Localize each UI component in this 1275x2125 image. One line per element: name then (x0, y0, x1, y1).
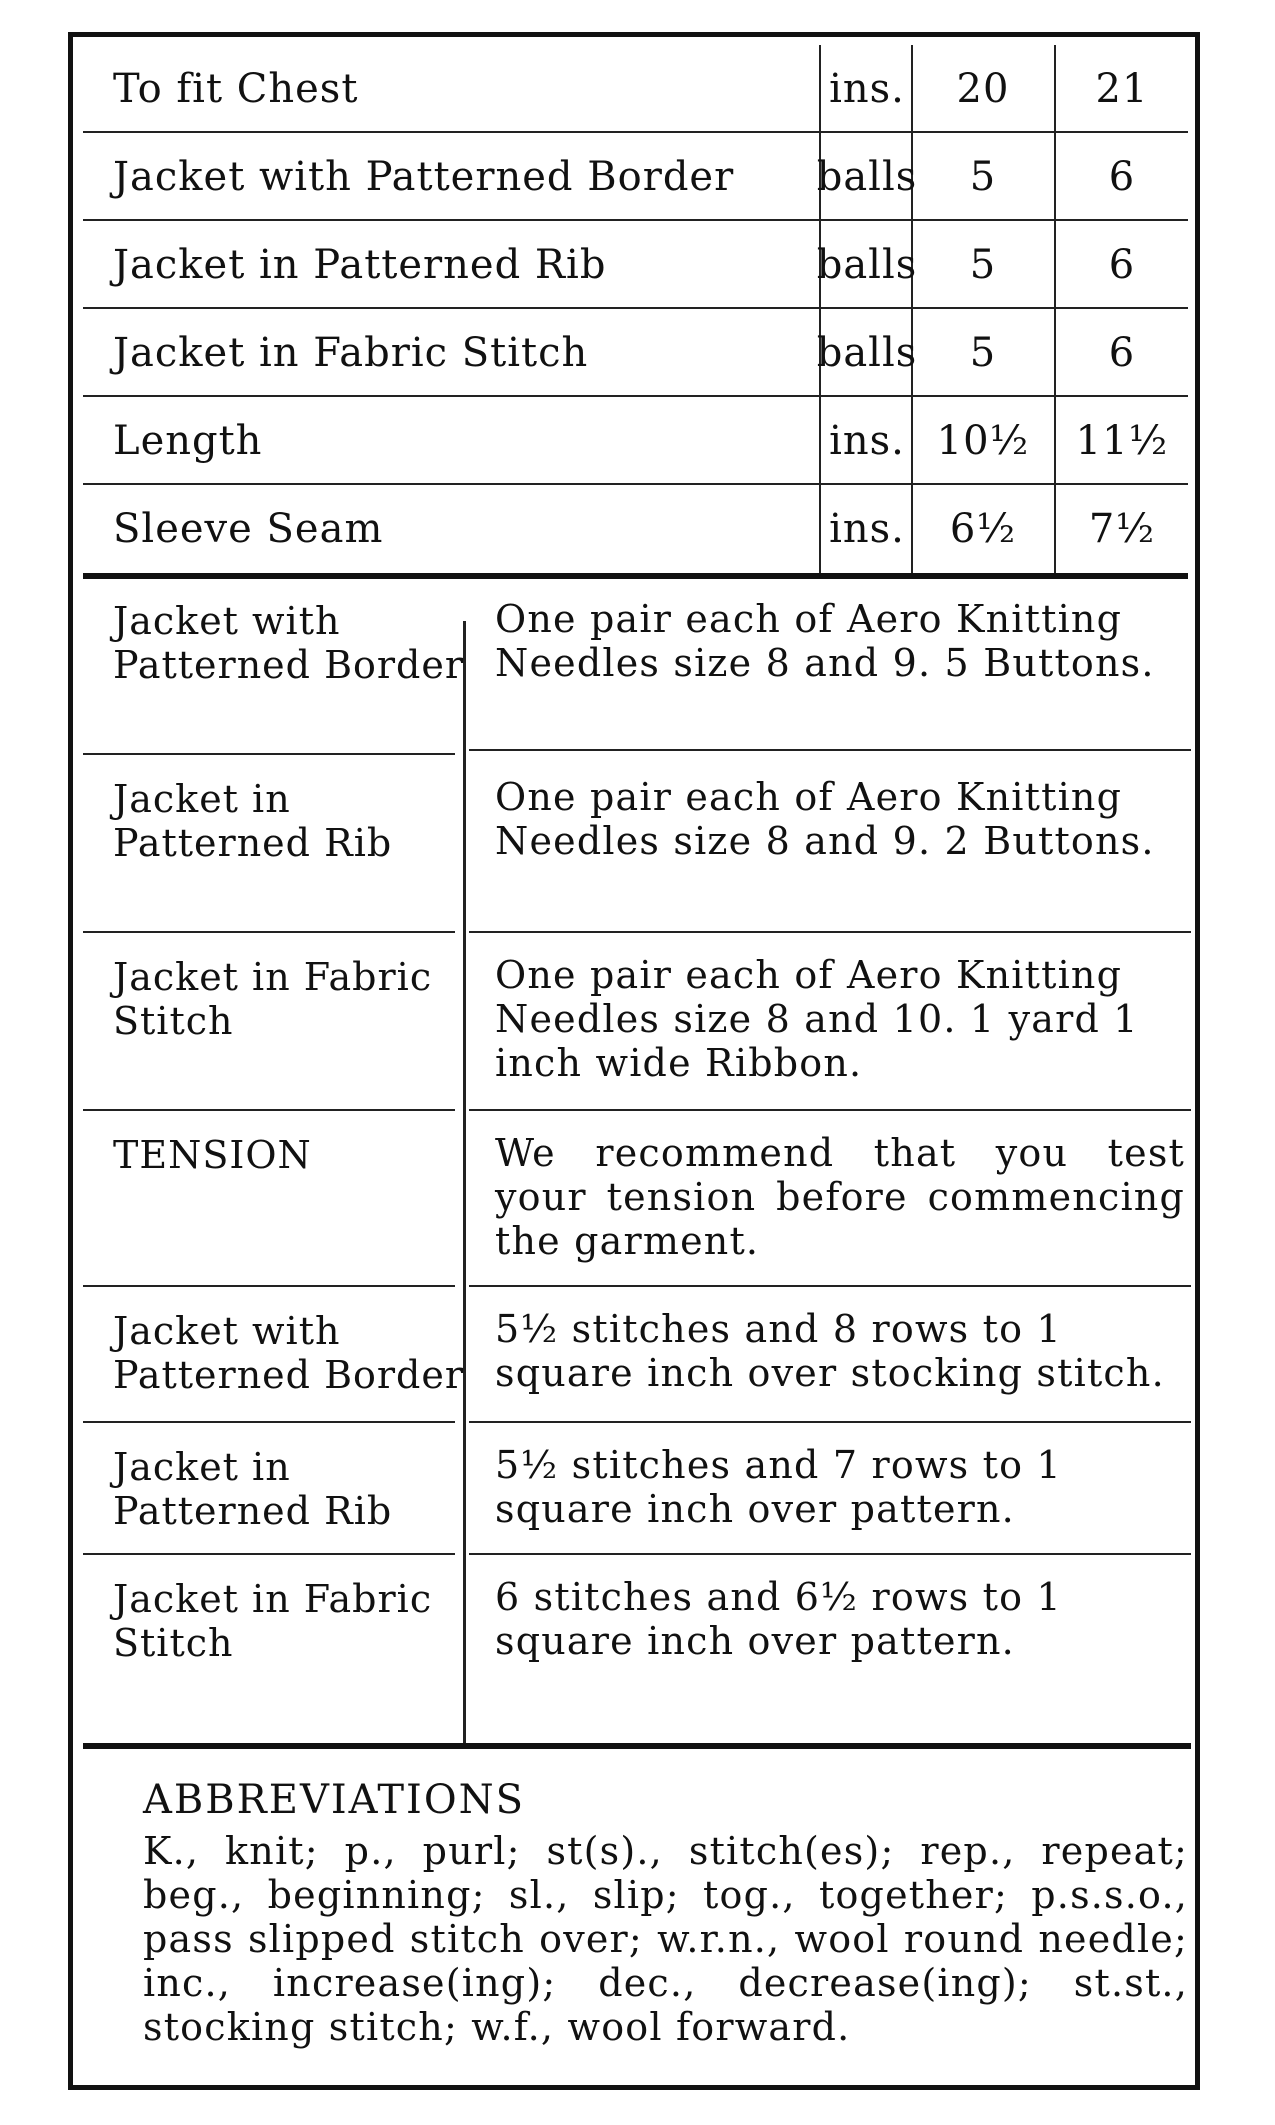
tension-row (83, 1287, 1193, 1423)
row-unit: balls (816, 330, 918, 376)
size-2-value: 6 (1108, 330, 1136, 376)
row-label: Jacket in Fabric Stitch (113, 330, 589, 376)
sizes-table (83, 45, 1188, 577)
material-row (83, 933, 1193, 1111)
material-label: Jacket in Patterned Rib (113, 777, 393, 865)
size-1-value: 5 (969, 242, 997, 288)
tension-label: Jacket in Patterned Rib (113, 1445, 393, 1533)
size-2-value: 6 (1108, 154, 1136, 200)
size-2-value: 7½ (1088, 506, 1156, 552)
size-2-value: 21 (1095, 66, 1149, 112)
abbreviations-heading: ABBREVIATIONS (143, 1777, 526, 1823)
size-1-value: 5 (969, 154, 997, 200)
row-label: Sleeve Seam (113, 506, 384, 552)
row-unit: ins. (829, 506, 905, 552)
material-row (83, 577, 1193, 755)
size-1-value: 20 (956, 66, 1010, 112)
tension-row (83, 1423, 1193, 1555)
material-text: One pair each of Aero Knitting Needles size 8 and 9. 5 Buttons. (495, 597, 1155, 685)
table-row (83, 309, 1188, 397)
size-1-value: 10½ (936, 418, 1030, 464)
row-unit: balls (816, 154, 918, 200)
table-row (83, 221, 1188, 309)
row-unit: ins. (829, 418, 905, 464)
table-row (83, 133, 1188, 221)
material-text: One pair each of Aero Knitting Needles size 8 and 9. 2 Buttons. (495, 775, 1155, 863)
tension-label: Jacket in Fabric Stitch (113, 1577, 433, 1665)
size-2-value: 11½ (1075, 418, 1169, 464)
size-2-value: 6 (1108, 242, 1136, 288)
abbreviations-text: K., knit; p., purl; st(s)., stitch(es); rep., repeat; beg., beginning; sl., slip; tog., together; p.s.s.o., pass slipped stitch over; w.r.n., wool round needle; inc., increase(ing); dec., decrease(ing); st.st., stocking stitch; w.f., wool forward. (143, 1829, 1188, 2049)
tension-text: We recommend that you test your tension before commencing the garment. (495, 1131, 1185, 1263)
abbreviations-section (143, 1777, 1188, 2049)
material-label: Jacket with Patterned Border (113, 599, 465, 687)
tension-label: Jacket with Patterned Border (113, 1309, 465, 1397)
material-label: Jacket in Fabric Stitch (113, 955, 433, 1043)
table-row (83, 485, 1188, 573)
size-1-value: 6½ (949, 506, 1017, 552)
row-label: Jacket in Patterned Rib (113, 242, 607, 288)
tension-text: 5½ stitches and 8 rows to 1 square inch over stocking stitch. (495, 1307, 1165, 1395)
tension-row (83, 1111, 1193, 1287)
row-label: Jacket with Patterned Border (113, 154, 735, 200)
size-1-value: 5 (969, 330, 997, 376)
table-row (83, 45, 1188, 133)
row-unit: ins. (829, 66, 905, 112)
tension-text: 5½ stitches and 7 rows to 1 square inch over pattern. (495, 1443, 1062, 1531)
section-divider (83, 1743, 1191, 1749)
row-divider (469, 749, 1191, 751)
tension-row (83, 1555, 1193, 1695)
material-row (83, 755, 1193, 933)
row-label: Length (113, 418, 263, 464)
table-row (83, 397, 1188, 485)
tension-heading: TENSION (113, 1133, 312, 1177)
material-text: One pair each of Aero Knitting Needles size 8 and 10. 1 yard 1 inch wide Ribbon. (495, 953, 1139, 1085)
row-label: To fit Chest (113, 66, 359, 112)
tension-text: 6 stitches and 6½ rows to 1 square inch over pattern. (495, 1575, 1062, 1663)
materials-section (83, 577, 1193, 1742)
pattern-info-frame (68, 32, 1200, 2090)
row-unit: balls (816, 242, 918, 288)
